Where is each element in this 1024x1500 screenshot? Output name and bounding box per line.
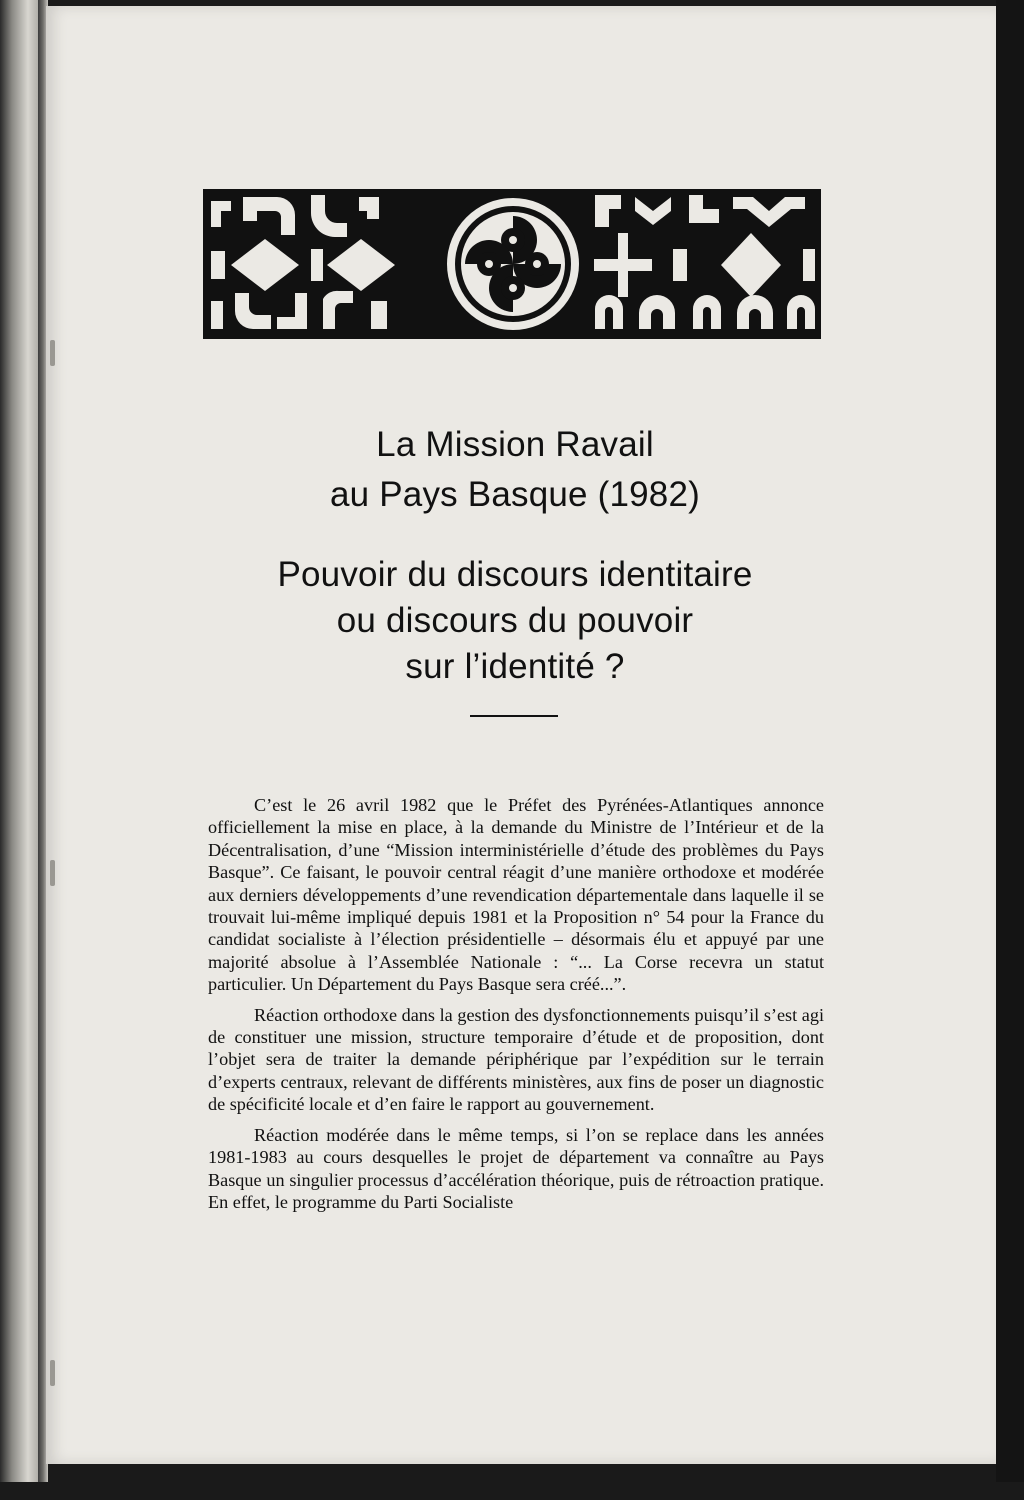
subtitle-line-1: Pouvoir du discours identitaire (277, 555, 753, 594)
facing-page-edge (0, 0, 40, 1482)
title-divider (470, 715, 558, 717)
article-body (208, 794, 824, 1221)
main-title-line-2: au Pays Basque (1982) (330, 475, 700, 514)
main-title-line-1: La Mission Ravail (376, 425, 654, 464)
background-edge (996, 0, 1024, 1482)
basque-lauburu-ornament-icon (203, 189, 821, 339)
title-block (200, 420, 830, 690)
paragraph-1: C’est le 26 avril 1982 que le Préfet des Pyrénées-Atlantiques annonce officiellement la mise en place, à la demande du Ministre de l’Intérieur et de la Décentralisation, d’une “Mission interministérielle d’étude des problèmes du Pays Basque”. Ce faisant, le pouvoir central réagit d’une manière orthodoxe et modérée aux derniers développements d’une revendication départementale dans laquelle il se trouvait lui-même impliqué depuis 1981 et la Proposition n° 54 pour la France du candidat socialiste à l’élection présidentielle – désormais élu et appuyé par une majorité absolue à l’Assemblée Nationale : “... La Corse recevra un statut particulier. Un Département du Pays Basque sera créé...”. (208, 795, 824, 995)
subtitle (200, 552, 830, 690)
subtitle-line-3: sur l’identité ? (405, 647, 625, 686)
subtitle-line-2: ou discours du pouvoir (336, 601, 694, 640)
paragraph-2: Réaction orthodoxe dans la gestion des dysfonctionnements puisqu’il s’est agi de constituer une mission, structure temporaire d’étude et de proposition, dont l’objet sera de traiter la demande périphérique par l’expédition sur le terrain d’experts centraux, relevant de différents ministères, aux fins de poser un diagnostic de spécificité locale et d’en faire le rapport au gouvernement. (208, 1004, 824, 1115)
paragraph-3: Réaction modérée dans le même temps, si l’on se replace dans les années 1981-1983 au cours desquelles le projet de département va connaître au Pays Basque un singulier processus d’accélération théorique, puis de rétroaction pratique. En effet, le programme du Parti Socialiste (208, 1124, 824, 1212)
main-title (200, 420, 830, 520)
binding-stitches (50, 300, 56, 1500)
